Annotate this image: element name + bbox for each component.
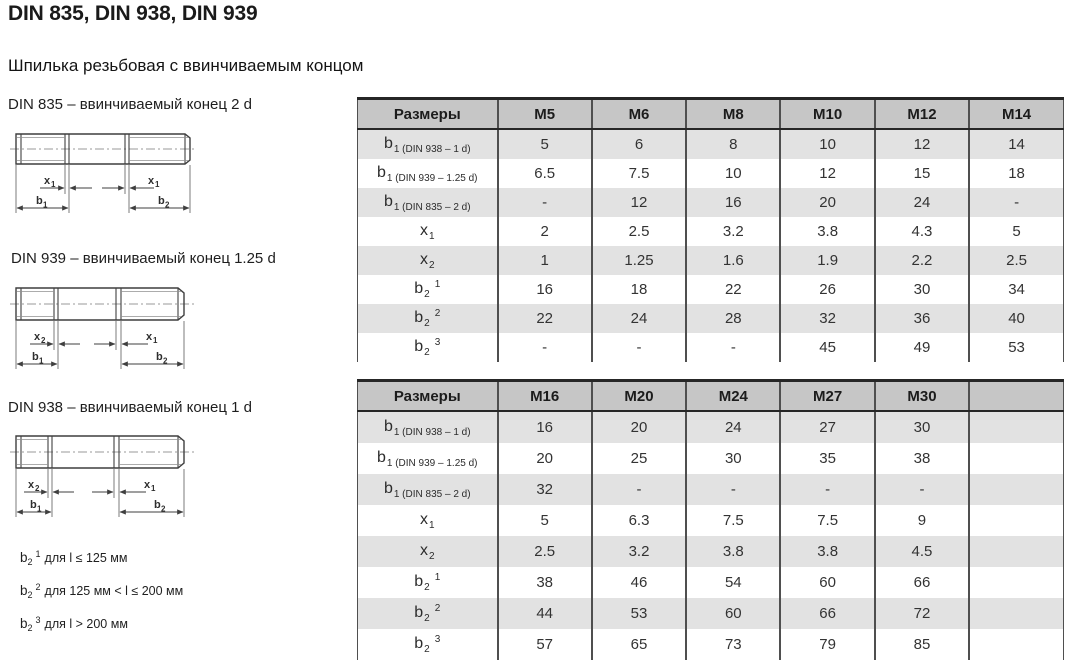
value-cell [969, 411, 1063, 443]
value-cell: - [592, 333, 686, 362]
row-label: $b_{1 (DIN 939 - 1.25 d)}$ [358, 443, 498, 474]
dim-label-b2: b [156, 351, 163, 363]
dim-label-b2: b [158, 195, 165, 207]
dim-label-x1-right: x [146, 331, 153, 343]
value-cell: 4.3 [875, 217, 969, 246]
value-cell: 53 [969, 333, 1063, 362]
dim-label-b1: b [32, 351, 39, 363]
value-cell: - [686, 474, 780, 505]
footnote-text: для l ≤ 125 мм [44, 551, 128, 565]
column-header-empty [969, 381, 1063, 412]
table-row [358, 443, 1064, 474]
size-table-m16-m30 [357, 379, 1064, 660]
value-cell: 5 [498, 129, 592, 159]
value-cell: 7.5 [686, 505, 780, 536]
dim-label-b2-sub: 2 [163, 356, 168, 366]
size-table-m5-m14 [357, 97, 1064, 362]
drawing-caption-din939: DIN 939 – ввинчиваемый конец 1.25 d [11, 250, 276, 267]
row-label: $b_{1 (DIN 939 - 1.25 d)}$ [358, 159, 498, 188]
value-cell: 28 [686, 304, 780, 333]
value-cell: 45 [780, 333, 874, 362]
value-cell: 3.8 [686, 536, 780, 567]
column-header-m16: M16 [498, 381, 592, 412]
column-header-m8: M8 [686, 99, 780, 130]
value-cell: 16 [498, 275, 592, 304]
value-cell: 2.2 [875, 246, 969, 275]
value-cell: 6 [592, 129, 686, 159]
value-cell: 36 [875, 304, 969, 333]
value-cell: 8 [686, 129, 780, 159]
dim-label-x1-right-sub: 1 [155, 180, 160, 189]
value-cell: 10 [780, 129, 874, 159]
row-label: $b_{1 (DIN 938 - 1 d)}$ [358, 411, 498, 443]
value-cell: 2.5 [969, 246, 1063, 275]
value-cell: - [686, 333, 780, 362]
column-header-m5: M5 [498, 99, 592, 130]
value-cell: 3.8 [780, 536, 874, 567]
drawing-caption-din938: DIN 938 – ввинчиваемый конец 1 d [8, 399, 252, 416]
value-cell: 18 [969, 159, 1063, 188]
row-label: $b_2^1$ [358, 275, 498, 304]
value-cell: 30 [875, 275, 969, 304]
row-label: $b_{1 (DIN 835 - 2 d)}$ [358, 188, 498, 217]
table-row [358, 505, 1064, 536]
table-row [358, 246, 1064, 275]
footnote-symbol: b [20, 616, 28, 631]
value-cell [969, 536, 1063, 567]
table-header-row [358, 381, 1064, 412]
value-cell: 12 [780, 159, 874, 188]
value-cell: 30 [875, 411, 969, 443]
value-cell: 38 [498, 567, 592, 598]
value-cell: 54 [686, 567, 780, 598]
value-cell: 38 [875, 443, 969, 474]
table-row [358, 333, 1064, 362]
dim-label-x2-left-sub: 2 [41, 336, 46, 345]
column-header-m14: M14 [969, 99, 1063, 130]
value-cell: 3.2 [592, 536, 686, 567]
table-header-row [358, 99, 1064, 130]
dim-label-b1: b [36, 195, 43, 207]
value-cell: 15 [875, 159, 969, 188]
value-cell: 72 [875, 598, 969, 629]
value-cell: 34 [969, 275, 1063, 304]
table-row [358, 567, 1064, 598]
footnote-text: для 125 мм < l ≤ 200 мм [44, 584, 184, 598]
dim-label-x1-left: x [44, 175, 51, 187]
value-cell: 85 [875, 629, 969, 660]
row-label: $b_2^2$ [358, 598, 498, 629]
value-cell: 24 [875, 188, 969, 217]
value-cell: 1.9 [780, 246, 874, 275]
dim-label-b1-sub: 1 [37, 504, 42, 514]
row-label: $x_2$ [358, 246, 498, 275]
value-cell: 57 [498, 629, 592, 660]
row-label: $b_{1 (DIN 938 - 1 d)}$ [358, 129, 498, 159]
dim-label-b1-sub: 1 [39, 356, 44, 366]
value-cell: 2 [498, 217, 592, 246]
size-table-m5-m14-wrap [357, 97, 1064, 362]
column-header-m10: M10 [780, 99, 874, 130]
value-cell: 12 [592, 188, 686, 217]
table-row [358, 188, 1064, 217]
value-cell: 6.3 [592, 505, 686, 536]
column-header-m30: M30 [875, 381, 969, 412]
value-cell: 66 [875, 567, 969, 598]
table-row [358, 411, 1064, 443]
column-header-sizes: Размеры [358, 99, 498, 130]
value-cell: 20 [498, 443, 592, 474]
value-cell: 49 [875, 333, 969, 362]
value-cell [969, 443, 1063, 474]
value-cell [969, 474, 1063, 505]
dim-label-b2: b [154, 499, 161, 511]
value-cell: 22 [686, 275, 780, 304]
value-cell: 73 [686, 629, 780, 660]
value-cell: - [498, 333, 592, 362]
row-label: $x_1$ [358, 217, 498, 246]
value-cell [969, 598, 1063, 629]
value-cell: 53 [592, 598, 686, 629]
dim-label-b1-sub: 1 [43, 200, 48, 210]
value-cell: 60 [780, 567, 874, 598]
table-row [358, 629, 1064, 660]
value-cell: 7.5 [592, 159, 686, 188]
dim-label-x1-left-sub: 1 [51, 180, 56, 189]
value-cell: 9 [875, 505, 969, 536]
table-row [358, 159, 1064, 188]
dim-label-x2-left-sub: 2 [35, 484, 40, 493]
value-cell: 20 [592, 411, 686, 443]
value-cell: 18 [592, 275, 686, 304]
value-cell: 32 [498, 474, 592, 505]
table-row [358, 275, 1064, 304]
value-cell: 7.5 [780, 505, 874, 536]
value-cell: - [498, 188, 592, 217]
column-header-m27: M27 [780, 381, 874, 412]
footnote-text: для l > 200 мм [44, 617, 128, 631]
dim-label-x2-left: x [34, 331, 41, 343]
value-cell [969, 567, 1063, 598]
dim-label-b2-sub: 2 [161, 504, 166, 514]
page-title: DIN 835, DIN 938, DIN 939 [8, 2, 258, 25]
size-table-m16-m30-wrap [357, 379, 1064, 660]
footnote-b2-1: $b_2^1$ для l ≤ 125 мм [20, 549, 128, 567]
page-subtitle: Шпилька резьбовая с ввинчиваемым концом [8, 56, 364, 75]
value-cell: 44 [498, 598, 592, 629]
value-cell: 3.2 [686, 217, 780, 246]
footnote-symbol: b [20, 583, 28, 598]
value-cell [969, 505, 1063, 536]
value-cell: - [875, 474, 969, 505]
value-cell: 65 [592, 629, 686, 660]
dim-label-x1-right-sub: 1 [153, 336, 158, 345]
value-cell: 24 [592, 304, 686, 333]
row-label: $x_1$ [358, 505, 498, 536]
value-cell: 20 [780, 188, 874, 217]
dim-label-x1-right: x [148, 175, 155, 187]
value-cell: 25 [592, 443, 686, 474]
value-cell: - [969, 188, 1063, 217]
value-cell: 2.5 [592, 217, 686, 246]
value-cell: - [780, 474, 874, 505]
value-cell: 1 [498, 246, 592, 275]
footnote-b2-2: $b_2^2$ для 125 мм < l ≤ 200 мм [20, 582, 184, 600]
value-cell: 1.25 [592, 246, 686, 275]
row-label: $b_{1 (DIN 835 - 2 d)}$ [358, 474, 498, 505]
footnote-symbol: b [20, 550, 28, 565]
dim-label-b2-sub: 2 [165, 200, 170, 210]
table-row [358, 129, 1064, 159]
value-cell: 32 [780, 304, 874, 333]
dim-label-x1-right: x [144, 479, 151, 491]
value-cell: 10 [686, 159, 780, 188]
value-cell: 12 [875, 129, 969, 159]
value-cell: 46 [592, 567, 686, 598]
value-cell: 60 [686, 598, 780, 629]
value-cell [969, 629, 1063, 660]
value-cell: 27 [780, 411, 874, 443]
value-cell: 14 [969, 129, 1063, 159]
value-cell: 1.6 [686, 246, 780, 275]
column-header-m24: M24 [686, 381, 780, 412]
row-label: $x_2$ [358, 536, 498, 567]
value-cell: - [592, 474, 686, 505]
table-row [358, 598, 1064, 629]
value-cell: 40 [969, 304, 1063, 333]
value-cell: 30 [686, 443, 780, 474]
value-cell: 5 [969, 217, 1063, 246]
drawing-caption-din835: DIN 835 – ввинчиваемый конец 2 d [8, 96, 252, 113]
row-label: $b_2^3$ [358, 333, 498, 362]
table-row [358, 217, 1064, 246]
stud-drawing-din938 [8, 424, 198, 524]
value-cell: 3.8 [780, 217, 874, 246]
value-cell: 16 [686, 188, 780, 217]
column-header-m20: M20 [592, 381, 686, 412]
footnote-b2-3: $b_2^3$ для l > 200 мм [20, 615, 128, 633]
column-header-sizes: Размеры [358, 381, 498, 412]
dim-label-x2-left: x [28, 479, 35, 491]
stud-drawing-din835 [8, 120, 198, 220]
column-header-m12: M12 [875, 99, 969, 130]
row-label: $b_2^3$ [358, 629, 498, 660]
value-cell: 79 [780, 629, 874, 660]
stud-drawing-din939 [8, 276, 198, 376]
table-row [358, 304, 1064, 333]
value-cell: 35 [780, 443, 874, 474]
table-row [358, 536, 1064, 567]
dim-label-x1-right-sub: 1 [151, 484, 156, 493]
value-cell: 5 [498, 505, 592, 536]
value-cell: 24 [686, 411, 780, 443]
value-cell: 2.5 [498, 536, 592, 567]
value-cell: 22 [498, 304, 592, 333]
value-cell: 26 [780, 275, 874, 304]
value-cell: 16 [498, 411, 592, 443]
row-label: $b_2^2$ [358, 304, 498, 333]
column-header-m6: M6 [592, 99, 686, 130]
value-cell: 4.5 [875, 536, 969, 567]
row-label: $b_2^1$ [358, 567, 498, 598]
table-row [358, 474, 1064, 505]
value-cell: 66 [780, 598, 874, 629]
value-cell: 6.5 [498, 159, 592, 188]
dim-label-b1: b [30, 499, 37, 511]
